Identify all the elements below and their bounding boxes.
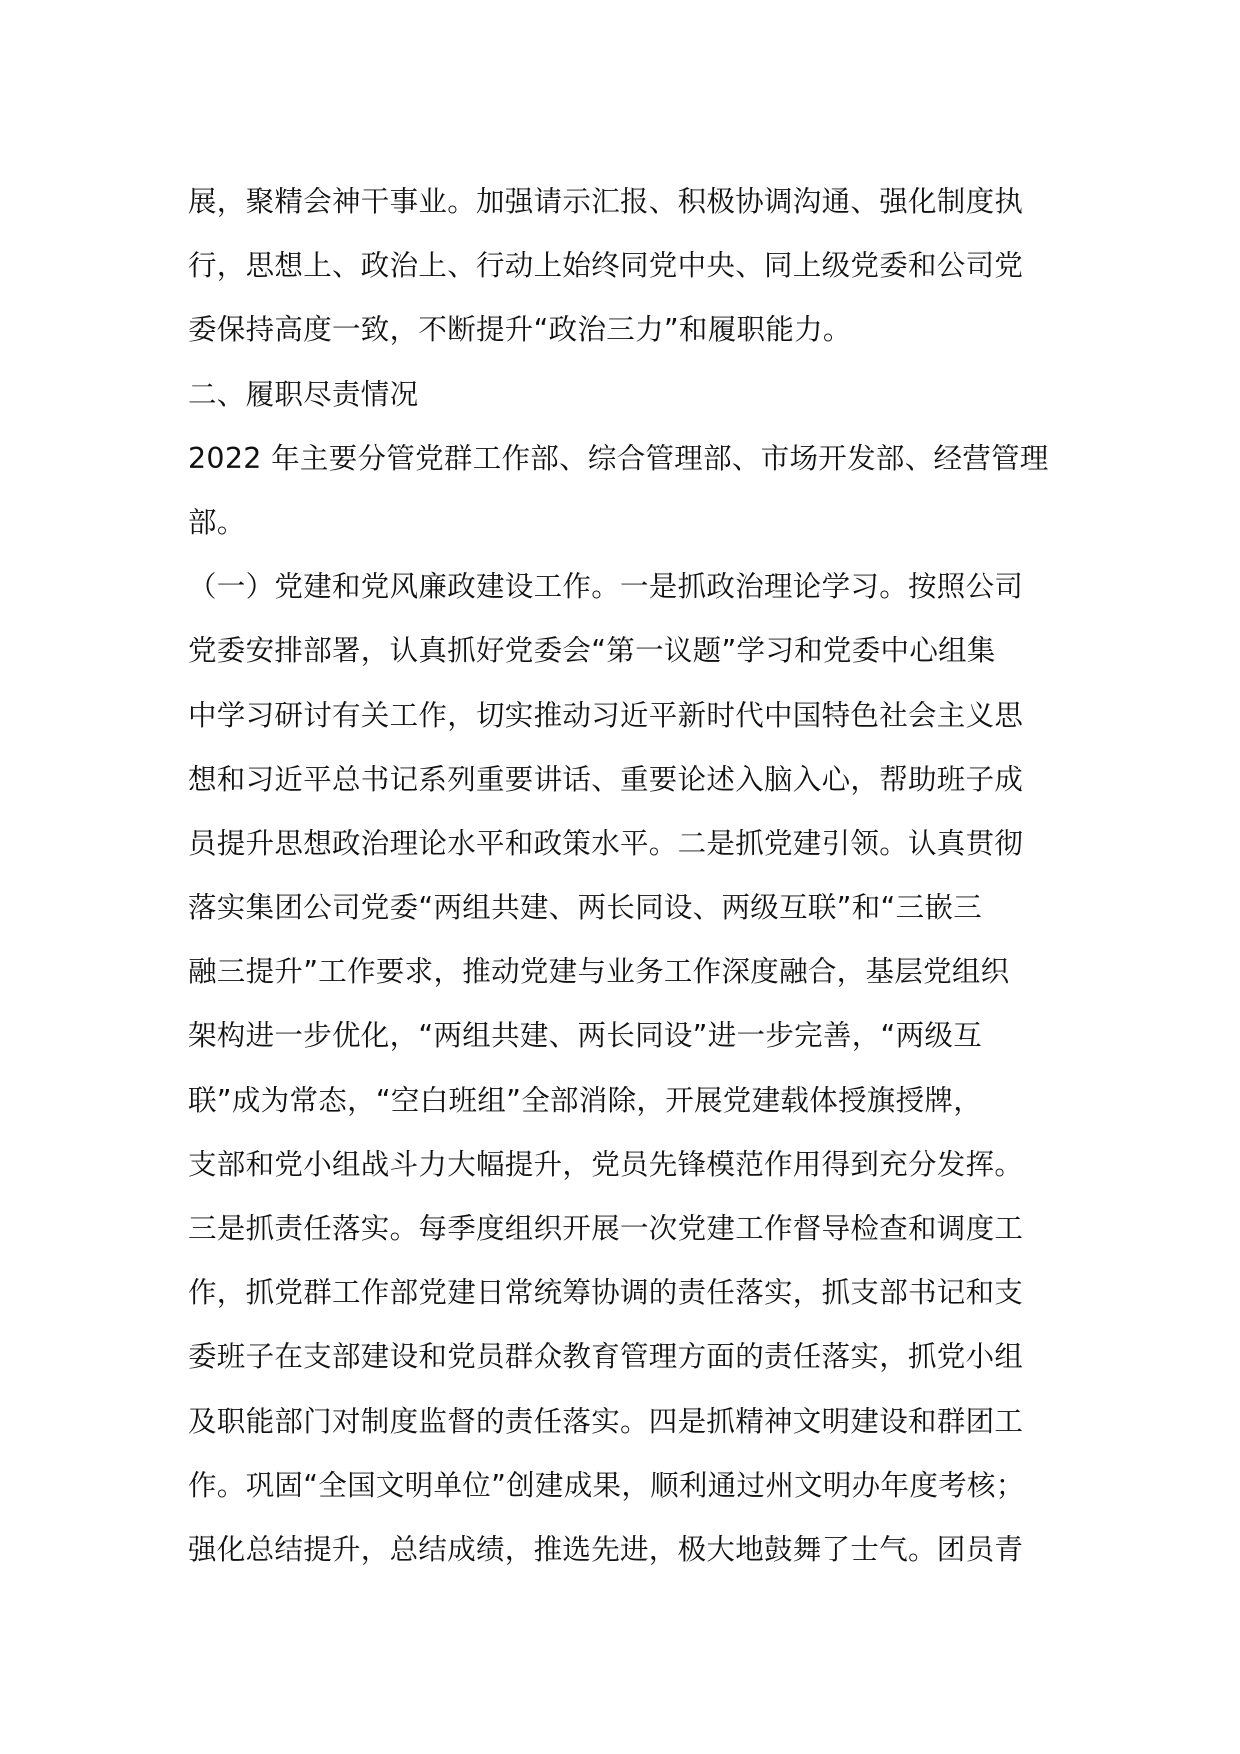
text-line: 及职能部门对制度监督的责任落实。四是抓精神文明建设和群团工: [188, 1404, 1024, 1438]
text-line: 行，思想上、政治上、行动上始终同党中央、同上级党委和公司党: [188, 249, 1024, 283]
text-line: （一）党建和党风廉政建设工作。一是抓政治理论学习。按照公司: [188, 570, 1024, 604]
text-line: 联”成为常态，“空白班组”全部消除，开展党建载体授旗授牌，: [188, 1083, 982, 1117]
text-line: 展，聚精会神干事业。加强请示汇报、积极协调沟通、强化制度执: [188, 185, 1024, 218]
text-line: 三是抓责任落实。每季度组织开展一次党建工作督导检查和调度工: [188, 1212, 1024, 1245]
text-line: 党委安排部署，认真抓好党委会“第一议题”学习和党委中心组集: [188, 634, 996, 668]
text-line: 作。巩固“全国文明单位”创建成果，顺利通过州文明办年度考核；: [188, 1468, 1025, 1502]
text-line: 支部和党小组战斗力大幅提升，党员先锋模范作用得到充分发挥。: [188, 1147, 1024, 1181]
text-line: 强化总结提升，总结成绩，推选先进，极大地鼓舞了士气。团员青: [188, 1532, 1024, 1566]
text-line: 部。: [188, 505, 246, 539]
text-line: 委保持高度一致，不断提升“政治三力”和履职能力。: [188, 313, 852, 347]
text-line: 中学习研讨有关工作，切实推动习近平新时代中国特色社会主义思: [188, 698, 1024, 732]
text-line: 员提升思想政治理论水平和政策水平。二是抓党建引领。认真贯彻: [188, 826, 1024, 860]
section-heading: 二、履职尽责情况: [188, 377, 419, 411]
text-line: 作，抓党群工作部党建日常统筹协调的责任落实，抓支部书记和支: [188, 1276, 1024, 1310]
text-line: 落实集团公司党委“两组共建、两长同设、两级互联”和“三嵌三: [188, 891, 982, 925]
text-line: 想和习近平总书记系列重要讲话、重要论述入脑入心，帮助班子成: [188, 762, 1024, 796]
text-line: 委班子在支部建设和党员群众教育管理方面的责任落实，抓党小组: [188, 1340, 1024, 1374]
document-body: [188, 170, 1068, 1582]
text-line: 融三提升”工作要求，推动党建与业务工作深度融合，基层党组织: [188, 955, 1010, 989]
text-line: 2022 年主要分管党群工作部、综合管理部、市场开发部、经营管理: [188, 441, 1049, 475]
text-line: 架构进一步优化，“两组共建、两长同设”进一步完善，“两级互: [188, 1019, 982, 1053]
